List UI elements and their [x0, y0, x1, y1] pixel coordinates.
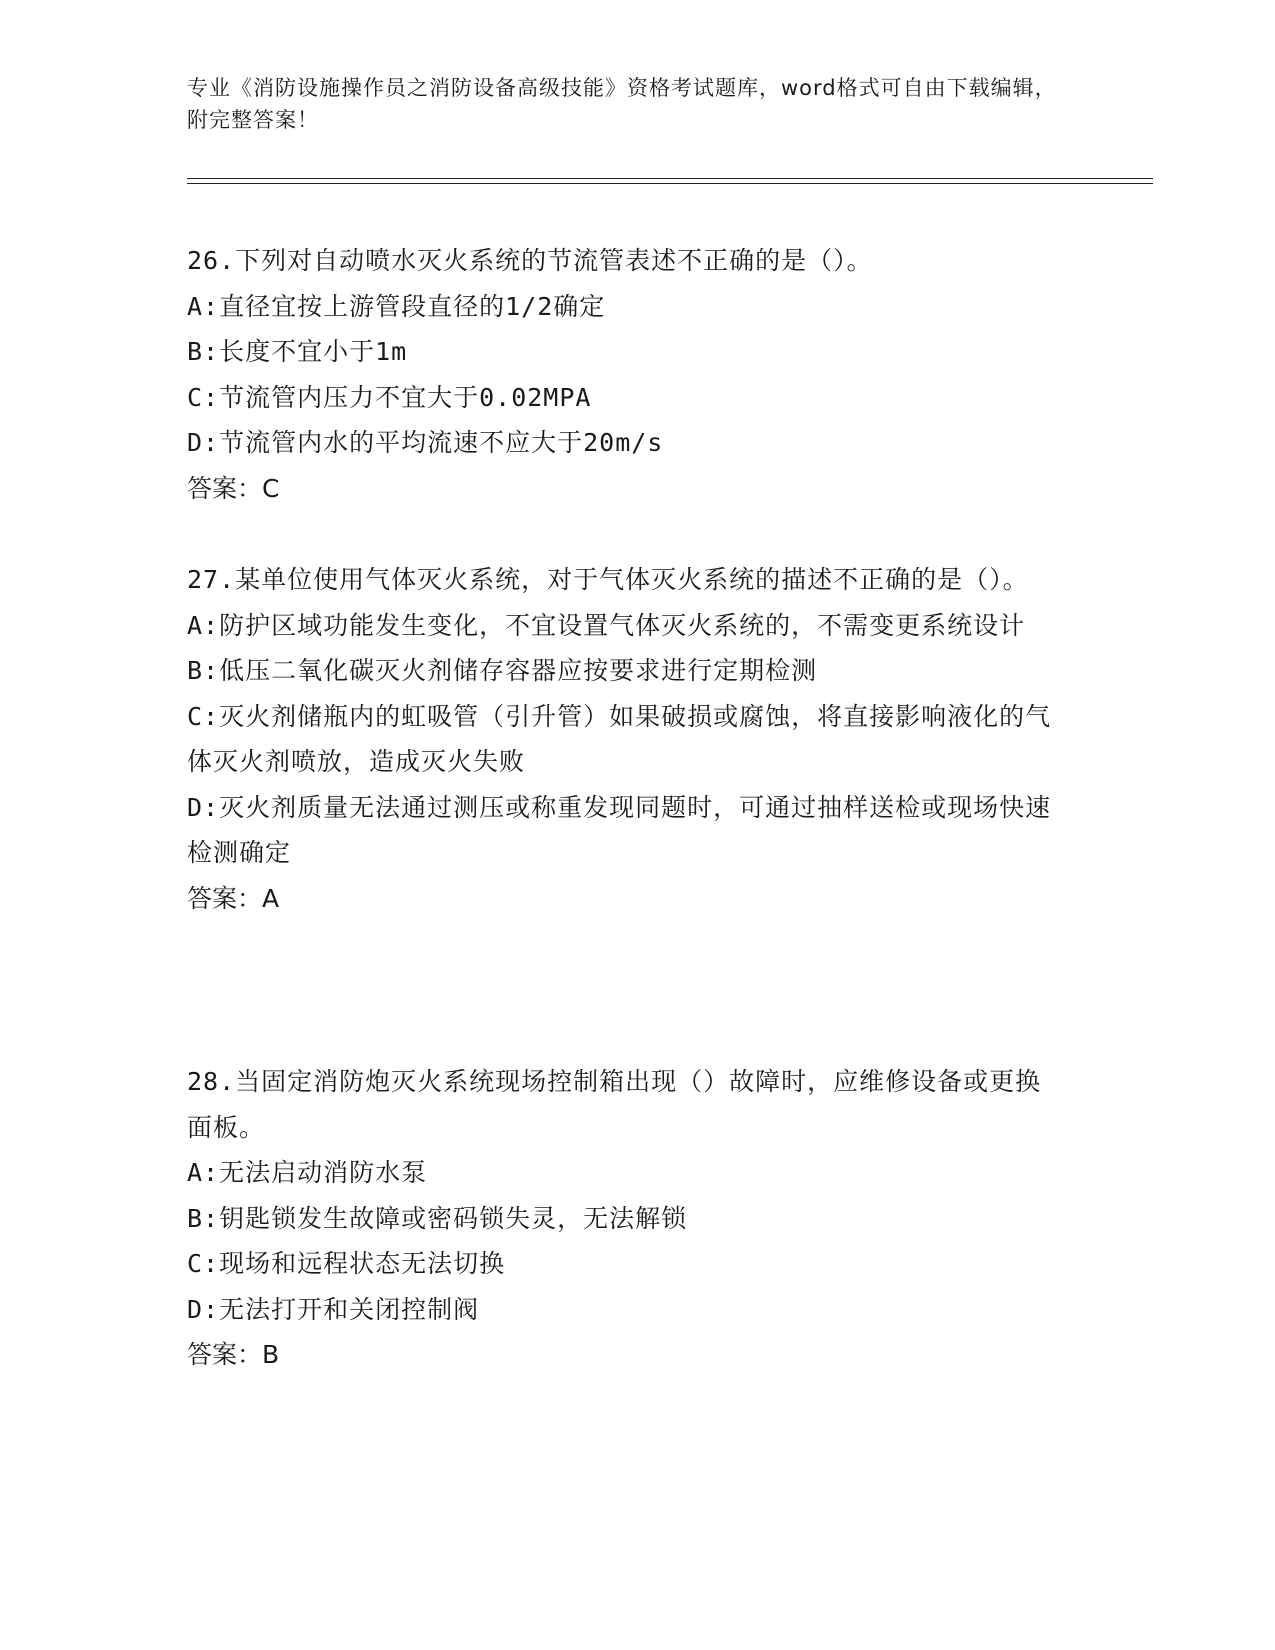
option-a: A:防护区域功能发生变化，不宜设置气体灭火系统的，不需变更系统设计	[187, 610, 1026, 640]
option-a: A:直径宜按上游管段直径的1/2确定	[187, 291, 606, 321]
question-stem: 27.某单位使用气体灭火系统，对于气体灭火系统的描述不正确的是（）。	[187, 565, 1029, 594]
answer: 答案：B	[187, 1340, 280, 1369]
question-26	[187, 238, 1067, 511]
question-stem: 26.下列对自动喷水灭火系统的节流管表述不正确的是（）。	[187, 246, 873, 275]
answer: 答案：A	[187, 883, 280, 913]
option-d: D:灭火剂质量无法通过测压或称重发现同题时，可通过抽样送检或现场快速检测确定	[187, 792, 1052, 867]
question-stem: 28.当固定消防炮灭火系统现场控制箱出现（）故障时，应维修设备或更换面板。	[187, 1067, 1042, 1142]
header-divider-bottom	[187, 183, 1153, 184]
option-d: D:无法打开和关闭控制阀	[187, 1294, 480, 1324]
answer: 答案：C	[187, 473, 280, 503]
document-header: 专业《消防设施操作员之消防设备高级技能》资格考试题库，word格式可自由下载编辑，附完整答案！	[187, 76, 1057, 132]
option-b: B:长度不宜小于1m	[187, 337, 408, 366]
option-a: A:无法启动消防水泵	[187, 1158, 428, 1187]
header-divider-top	[187, 178, 1153, 179]
question-27	[187, 557, 1067, 921]
option-c: C:灭火剂储瓶内的虹吸管（引升管）如果破损或腐蚀，将直接影响液化的气体灭火剂喷放，造成灭火失败	[187, 701, 1052, 776]
question-28	[187, 1059, 1067, 1378]
option-c: C:现场和远程状态无法切换	[187, 1249, 506, 1278]
option-b: B:低压二氧化碳灭火剂储存容器应按要求进行定期检测	[187, 656, 818, 685]
option-d: D:节流管内水的平均流速不应大于20m/s	[187, 428, 664, 457]
option-b: B:钥匙锁发生故障或密码锁失灵，无法解锁	[187, 1203, 688, 1233]
option-c: C:节流管内压力不宜大于0.02MPA	[187, 382, 592, 412]
